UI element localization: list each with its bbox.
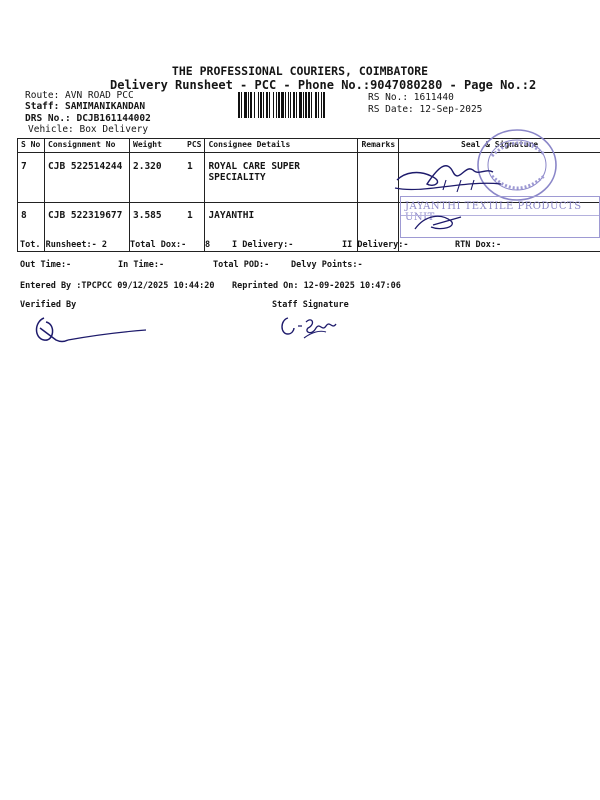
out-time: Out Time:- <box>20 260 72 270</box>
verified-signature <box>30 312 150 348</box>
total-dox-value: 8 <box>205 240 211 250</box>
row-consignment: CJB 522514244 <box>45 153 130 203</box>
verified-by-label: Verified By <box>20 300 77 310</box>
row-pcs: 1 <box>184 203 205 252</box>
staff-signature-label: Staff Signature <box>272 300 349 310</box>
reprinted-on: Reprinted On: 12-09-2025 10:47:06 <box>232 281 401 291</box>
rectangle-stamp <box>400 196 600 238</box>
col-weight: Weight <box>130 139 185 153</box>
route-label: Route: AVN ROAD PCC <box>25 90 134 101</box>
row-weight: 3.585 <box>130 203 185 252</box>
col-remarks: Remarks <box>358 139 399 153</box>
col-sno: S No <box>18 139 45 153</box>
total-pod: Total POD:- <box>213 260 270 270</box>
vehicle-label: Vehicle: Box Delivery <box>28 124 149 135</box>
row-consignment: CJB 522319677 <box>45 203 130 252</box>
signature-scribble-row7 <box>393 150 533 198</box>
tot-runsheet: Tot. Runsheet:- 2 <box>20 240 107 250</box>
row-sno: 7 <box>18 153 45 203</box>
drs-number: DRS No.: DCJB161144002 <box>25 113 151 124</box>
col-seal-signature: Seal & Signature <box>399 139 600 153</box>
row-consignee: ROYAL CARE SUPER SPECIALITY <box>205 153 358 203</box>
delvy-points: Delvy Points:- <box>291 260 363 270</box>
rs-date: RS Date: 12-Sep-2025 <box>368 104 483 115</box>
staff-label: Staff: SAMIMANIKANDAN <box>25 101 146 112</box>
rs-number: RS No.: 1611440 <box>368 92 454 103</box>
entered-by: Entered By :TPCPCC 09/12/2025 10:44:20 <box>20 281 215 291</box>
i-delivery: I Delivery:- <box>232 240 294 250</box>
document-subtitle: Delivery Runsheet - PCC - Phone No.:9047080280 - Page No.:2 <box>110 78 537 92</box>
row-consignee: JAYANTHI <box>205 203 358 252</box>
col-consignee: Consignee Details <box>205 139 358 153</box>
col-consignment: Consignment No <box>45 139 130 153</box>
rtn-dox: RTN Dox:- <box>455 240 502 250</box>
row-sno: 8 <box>18 203 45 252</box>
col-pcs: PCS <box>184 139 205 153</box>
total-dox-label: Total Dox:- <box>130 240 187 250</box>
ii-delivery: II Delivery:- <box>342 240 409 250</box>
row-pcs: 1 <box>184 153 205 203</box>
in-time: In Time:- <box>118 260 165 270</box>
staff-signature <box>276 310 346 344</box>
stamp-text: JAYANTHI TEXTILE PRODUCTS UNIT <box>405 201 582 223</box>
barcode <box>238 92 366 118</box>
signature-scribble-row8 <box>411 209 471 235</box>
document-title: THE PROFESSIONAL COURIERS, COIMBATORE <box>171 64 429 78</box>
row-weight: 2.320 <box>130 153 185 203</box>
